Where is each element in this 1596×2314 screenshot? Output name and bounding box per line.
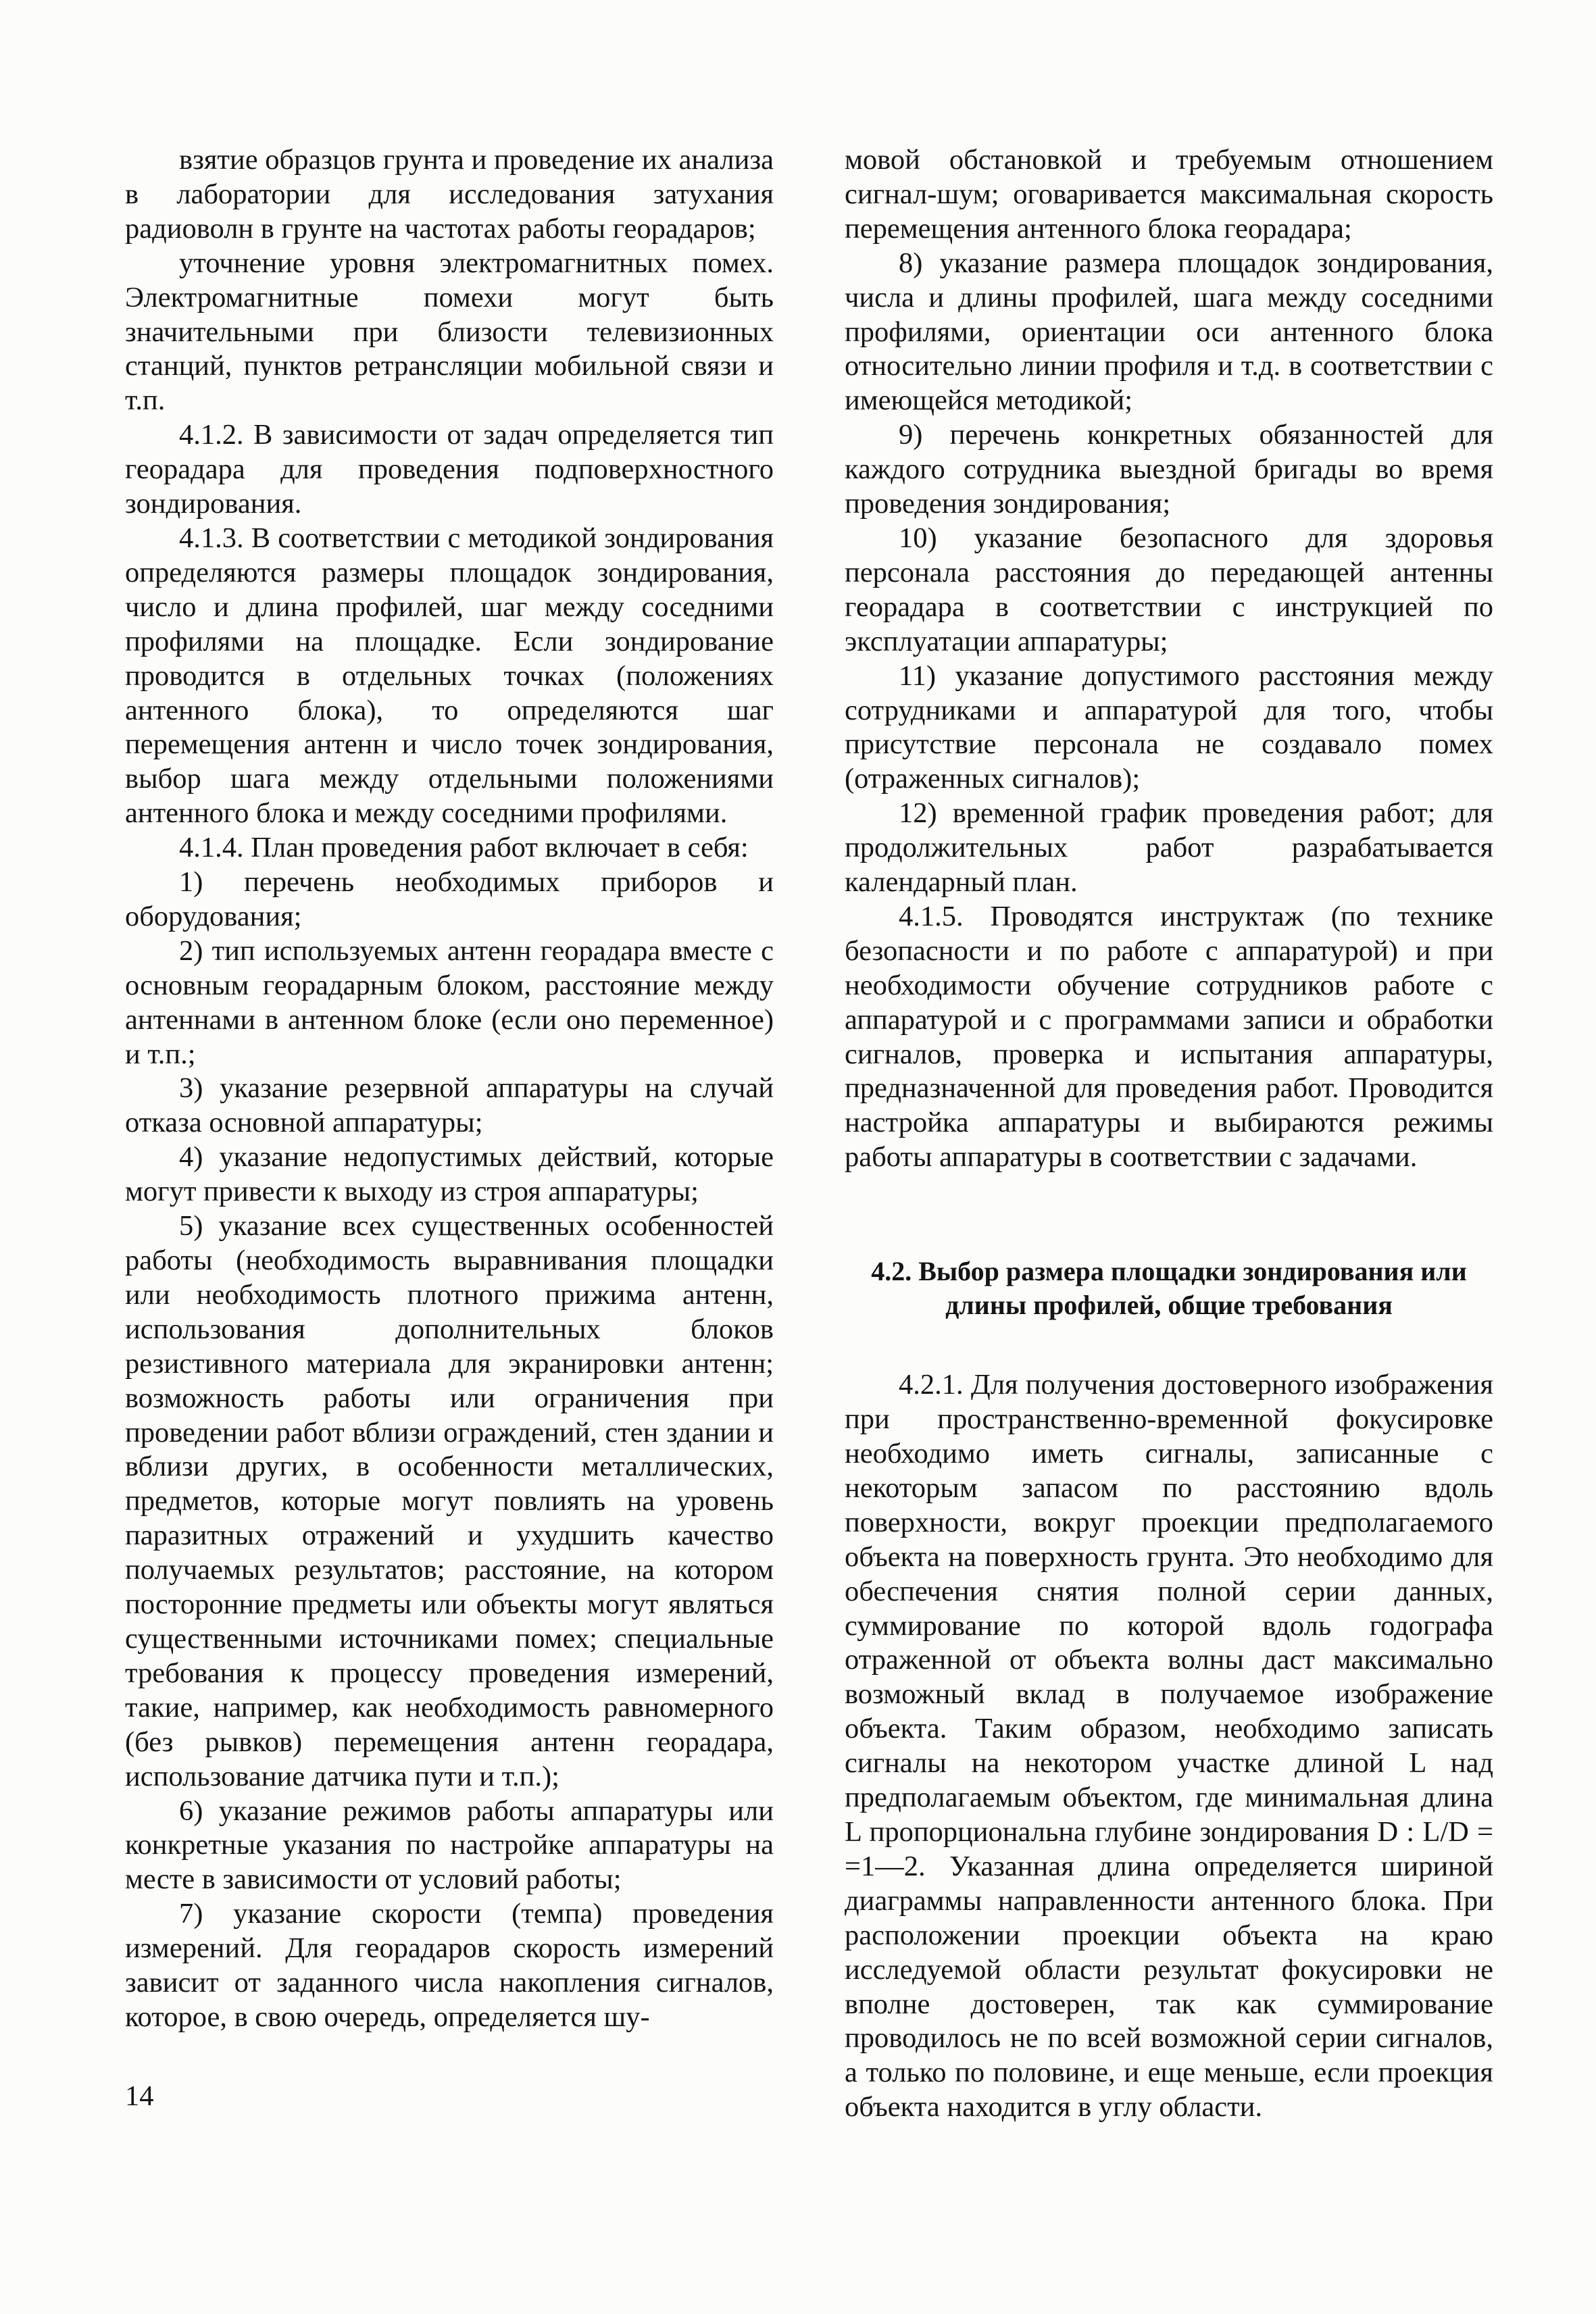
section-heading: 4.2. Выбор размера площадки зондирования или длины профилей, общие требования xyxy=(871,1256,1467,1321)
list-item: 3) указание резервной аппаратуры на случай отказа основной аппаратуры; xyxy=(125,1072,774,1139)
page-number: 14 xyxy=(125,2080,154,2112)
left-column xyxy=(125,143,774,2035)
list-item: 12) временной график проведения работ; для продолжительных работ разрабатывается календарный план. xyxy=(845,797,1493,899)
paragraph: 4.1.2. В зависимости от задач определяется тип георадара для проведения подповерхностного зондирования. xyxy=(125,419,774,520)
paragraph: 4.1.4. План проведения работ включает в себя: xyxy=(179,832,749,864)
paragraph: 4.2.1. Для получения достоверного изображения при пространственно-временной фокусировке необходимо иметь сигналы, записанные с некоторым запасом по расстоянию вдоль поверхности, вокруг проекции предполагаемого объекта на поверхность грунта. Это необходимо для обеспечения снятия полной серии данных, суммирование по которой вдоль годографа отраженной от объекта волны даст максимально возможный вклад в получаемое изображение объекта. Таким образом, необходимо записать сигналы на некотором участке длиной L над предполагаемым объектом, где минимальная длина L пропорциональна глубине зондирования D : L/D = =1—2. Указанная длина определяется шириной диаграммы направленности антенного блока. При расположении проекции объекта на краю исследуемой области результат фокусировки не вполне достоверен, так как суммирование проводилось не по всей возможной серии сигналов, а только по половине, и еще меньше, если проекция объекта находится в углу области. xyxy=(845,1369,1493,2123)
list-item: 10) указание безопасного для здоровья персонала расстояния до передающей антенны георадара в соответствии с инструкцией по эксплуатации аппаратуры; xyxy=(845,522,1493,657)
list-item: 11) указание допустимого расстояния между сотрудниками и аппаратурой для того, чтобы присутствие персонала не создавало помех (отраженных сигналов); xyxy=(845,659,1493,795)
list-item: 8) указание размера площадок зондирования, числа и длины профилей, шага между соседними профилями, ориентации оси антенного блока относительно линии профиля и т.д. в соответствии с имеющейся методикой; xyxy=(845,247,1493,417)
list-item: 9) перечень конкретных обязанностей для каждого сотрудника выездной бригады во время проведения зондирования; xyxy=(845,419,1493,520)
paragraph: взятие образцов грунта и проведение их анализа в лаборатории для исследования затухания радиоволн в грунте на частотах работы георадаров; xyxy=(125,144,774,245)
paragraph: 4.1.5. Проводятся инструктаж (по технике безопасности и по работе с аппаратурой) и при необходимости обучение сотрудников работе с аппаратурой и с программами записи и обработки сигналов, проверка и испытания аппаратуры, предназначенной для проведения работ. Проводится настройка аппаратуры и выбираются режимы работы аппаратуры в соответствии с задачами. xyxy=(845,900,1493,1174)
list-item: 2) тип используемых антенн георадара вместе с основным георадарным блоком, расстояние между антеннами в антенном блоке (если оно переменное) и т.п.; xyxy=(125,934,774,1070)
right-column xyxy=(845,143,1493,2125)
paragraph-continuation: мовой обстановкой и требуемым отношением сигнал-шум; оговаривается максимальная скорость перемещения антенного блока георадара; xyxy=(845,144,1493,245)
list-item: 4) указание недопустимых действий, которые могут привести к выходу из строя аппаратуры; xyxy=(125,1141,774,1208)
list-item: 1) перечень необходимых приборов и оборудования; xyxy=(125,866,774,932)
paragraph: 4.1.3. В соответствии с методикой зондирования определяются размеры площадок зондирования, число и длина профилей, шаг между соседними профилями на площадке. Если зондирование проводится в отдельных точках (положениях антенного блока), то определяются шаг перемещения антенн и число точек зондирования, выбор шага между отдельными положениями антенного блока и между соседними профилями. xyxy=(125,522,774,830)
paragraph: уточнение уровня электромагнитных помех. Электромагнитные помехи могут быть значительными при близости телевизионных станций, пунктов ретрансляции мобильной связи и т.п. xyxy=(125,247,774,417)
list-item: 7) указание скорости (темпа) проведения измерений. Для георадаров скорость измерений зависит от заданного числа накопления сигналов, которое, в свою очередь, определяется шу- xyxy=(125,1898,774,2033)
list-item: 6) указание режимов работы аппаратуры или конкретные указания по настройке аппаратуры на месте в зависимости от условий работы; xyxy=(125,1794,774,1896)
list-item: 5) указание всех существенных особенностей работы (необходимость выравнивания площадки или необходимость плотного прижима антенн, использования дополнительных блоков резистивного материала для экранировки антенн; возможность работы или ограничения при проведении работ вблизи ограждений, стен здании и вблизи других, в особенности металлических, предметов, которые могут повлиять на уровень паразитных отражений и ухудшить качество получаемых результатов; расстояние, на котором посторонние предметы или объекты могут являться существенными источниками помех; специальные требования к процессу проведения измерений, такие, например, как необходимость равномерного (без рывков) перемещения антенн георадара, использование датчика пути и т.п.); xyxy=(125,1210,774,1792)
